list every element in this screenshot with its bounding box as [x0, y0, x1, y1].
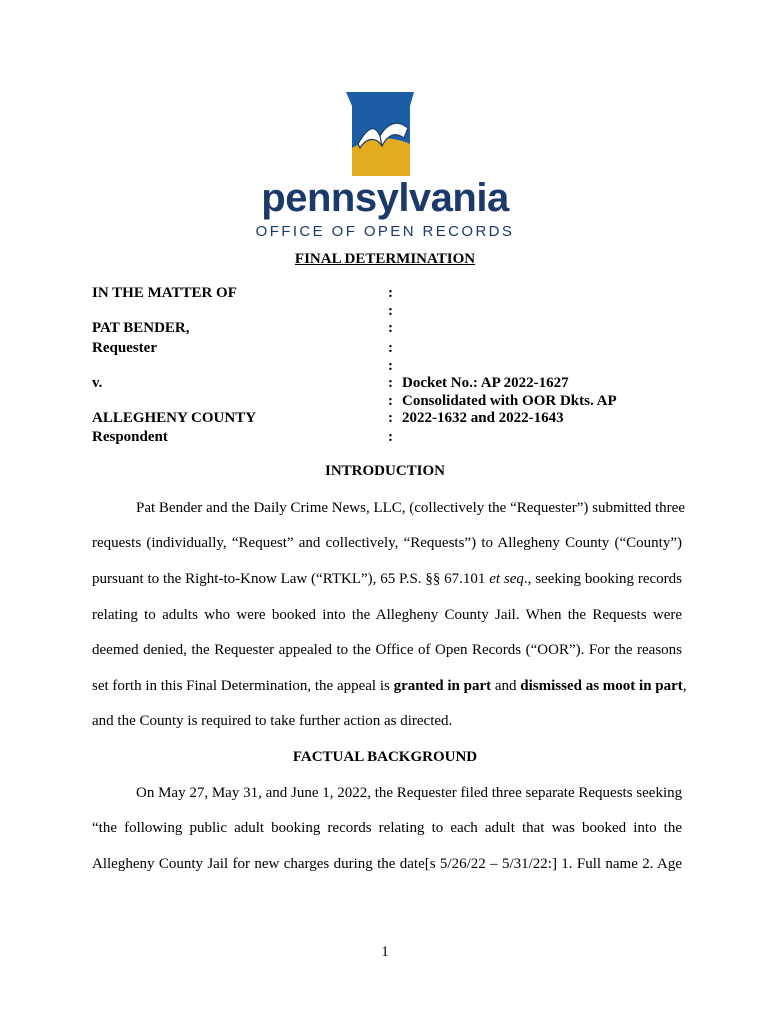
et-seq-italic: et seq — [489, 571, 524, 587]
caption-colon: : — [388, 375, 393, 391]
caption-colon: : — [388, 285, 393, 301]
caption-respondent-name: ALLEGHENY COUNTY — [92, 410, 257, 426]
caption-colon: : — [388, 393, 393, 409]
caption-requester-role: Requester — [92, 340, 157, 356]
caption-colon: : — [388, 358, 393, 374]
caption-matter: IN THE MATTER OF — [92, 285, 237, 301]
caption-requester-name: PAT BENDER, — [92, 320, 190, 336]
fact-line: Allegheny County Jail for new charges during the date[s 5/26/22 – 5/31/22:] 1. Full name 2. Age — [92, 856, 682, 872]
docket-consolidated-numbers: 2022-1632 and 2022-1643 — [402, 410, 564, 426]
fact-line: On May 27, May 31, and June 1, 2022, the Requester filed three separate Requests seeking — [136, 785, 683, 801]
caption-colon: : — [388, 429, 393, 445]
caption-versus: v. — [92, 375, 103, 391]
intro-line: deemed denied, the Requester appealed to the Office of Open Records (“OOR”). For the reasons — [92, 642, 682, 658]
docket-consolidated: Consolidated with OOR Dkts. AP — [402, 393, 617, 409]
intro-line — [92, 571, 682, 588]
page-number: 1 — [381, 944, 389, 960]
intro-line — [92, 678, 687, 695]
intro-line-mid: and — [491, 678, 521, 694]
intro-line-tail: , — [682, 678, 687, 694]
keystone-book-icon — [344, 92, 416, 176]
factual-background-heading: FACTUAL BACKGROUND — [292, 749, 478, 765]
caption-colon: : — [388, 340, 393, 356]
introduction-heading: INTRODUCTION — [324, 463, 445, 479]
dismissed-as-moot: dismissed as moot in part — [520, 678, 683, 694]
logo-subtitle: OFFICE OF OPEN RECORDS — [255, 223, 515, 240]
intro-line: requests (individually, “Request” and collectively, “Requests”) to Allegheny County (“County”) — [92, 535, 682, 551]
docket-number: Docket No.: AP 2022-1627 — [402, 375, 569, 391]
caption-colon: : — [388, 303, 393, 319]
intro-line: and the County is required to take further action as directed. — [92, 713, 453, 729]
document-title: FINAL DETERMINATION — [294, 251, 476, 267]
caption-colon: : — [388, 410, 393, 426]
logo-wordmark: pennsylvania — [261, 176, 509, 220]
caption-colon: : — [388, 320, 393, 336]
intro-line: Pat Bender and the Daily Crime News, LLC, (collectively the “Requester”) submitted three — [136, 500, 685, 516]
intro-line: relating to adults who were booked into the Allegheny County Jail. When the Requests were — [92, 607, 682, 623]
intro-line-text: pursuant to the Right-to-Know Law (“RTKL”), 65 P.S. §§ 67.101 — [92, 571, 490, 587]
caption-respondent-role: Respondent — [92, 429, 168, 445]
fact-line: “the following public adult booking records relating to each adult that was booked into the — [92, 820, 682, 836]
granted-in-part: granted in part — [393, 678, 492, 694]
oor-logo — [344, 92, 416, 176]
intro-line-text: set forth in this Final Determination, the appeal is — [92, 678, 394, 694]
intro-line-tail: ., seeking booking records — [523, 571, 682, 587]
